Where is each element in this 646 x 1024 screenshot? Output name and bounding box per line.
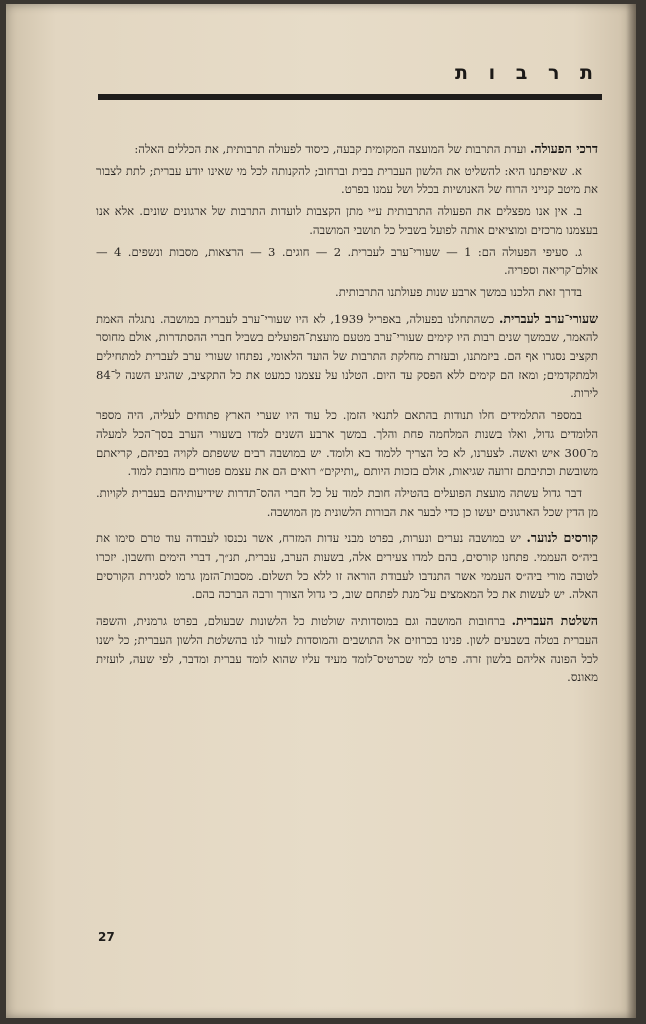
section-title: דרכי הפעולה.	[529, 141, 598, 156]
page-number: 27	[98, 930, 115, 944]
paragraph	[96, 283, 598, 302]
paragraph-body: במספר התלמידים חלו תנודות בהתאם לתנאי הזמן. כל עוד היו שערי הארץ פתוחים לעליה, היה מספר הלומדים גדול, ואלו בשנות המלחמה פחת והלך. במשך ארבע השנים למדו בשעורי הערב בסך־הכל למעלה מ־300 איש ואשה. לצערנו, לא כל הצריך ללמוד בא ולומד. יש במושבה רבים ששפתם לקויה בפיהם, קריאתם משובשת וכתיבתם זרועה שגיאות, אולם בזכות היותם „ותיקים״ רואים הם את עצמם פטורים מחובת למוד.	[96, 408, 598, 479]
paragraph-body: ועדת התרבות של המועצה המקומית קבעה, כיסוד לפעולה תרבותית, את הכללים האלה:	[134, 142, 527, 156]
paragraph-body: ג. סעיפי הפעולה הם: 1 — שעורי־ערב לעברית. 2 — חוגים. 3 — הרצאות, מסבות ונשפים. 4 — אולם־קריאה וספריה.	[96, 244, 598, 278]
paragraph-body: יש במושבה נערים ונערות, בפרט מבני עדות המזרח, אשר נכנסו לעבודה עוד טרם סימו את ביה״ס העממי. פתחנו קורסים, בהם למדו צעירים אלה, בשעות הערב, עברית, תנ״ך, דברי הימים וחשבון. יזכרו לטובה מורי ביה״ס העממי אשר התנדבו לעבודת הוראה זו ללא כל תשלום. מסבות־הזמן גרמו לסגירת הקורסים האלה. יש לעשות את כל המאמצים על־מנת לפתחם שוב, כי גדול הצורך ורבה הברכה בהם.	[96, 531, 598, 602]
paragraph	[96, 162, 598, 199]
paragraph	[96, 484, 598, 521]
heading-rule	[98, 94, 602, 100]
paragraph-body: ברחובות המושבה וגם במוסדותיה שולטות כל הלשונות שבעולם, בפרט גרמנית, והשפה העברית בטלה בשבעים לשון. פנינו בכרוזים אל התושבים והמוסדות לעזור לנו בהשלטת הלשון העברית; כל ישנו לכל הפונה אליהם בלשון זרה. פרט למי שכרטיס־לומד מעיד עליו שהוא לומד עברית ומדבר, לפי שעה, לועזית מאונס.	[96, 614, 598, 685]
body-text	[96, 132, 598, 690]
paragraph-body: כשהתחלנו בפעולה, באפריל 1939, לא היו שעורי־ערב לעברית במושבה. נתגלה האמת להאמר, שבמשך שנים רבות היו קימים שעורי־ערב מטעם מועצת־הפועלים בשביל חברי ההסתדרות, אולם מחוסר תקציב נסגרו אף הם. ביזמתנו, ובעזרת מחלקת התרבות של הועד הלאומי, נפתחו שעורי ערב לעברית למתחילים ולמתקדמים; ומאז הם קימים ללא הפסק עד היום. הטלנו על עצמנו כמעט את כל התקציב, שהגיע השנה ל־84 לירות.	[96, 311, 598, 401]
paragraph-body: ב. אין אנו מפצלים את הפעולה התרבותית ע״י מתן הקצבות לועדות התרבות של ארגונים שונים. אלא אנו בעצמנו מרכזים ומוציאים אותה לפועל בשביל כל תושבי המושבה.	[96, 204, 598, 237]
book-page	[6, 4, 636, 1018]
paragraph-body: דבר גדול עשתה מועצת הפועלים בהטילה חובת למוד על כל חברי ההס־תדרות שידיעותיהם בעברית לקויות. מן הדין שכל הארגונים יעשו כן כדי לבער את הבורות הלשונית מן המושבה.	[96, 485, 598, 519]
paragraph	[96, 612, 598, 687]
paragraph	[96, 243, 598, 280]
paragraph	[96, 310, 598, 404]
section-title: שעורי־ערב לעברית.	[498, 310, 599, 326]
section-title: קורסים לנוער.	[526, 530, 598, 546]
paragraph-body: א. שאיפתנו היא: להשליט את הלשון העברית בבית וברחוב; להקנותה לכל מי שאינו יודע עברית; לתת לצבור את מיטב קנייני הרוח של האנושיות בכלל ושל עמנו בפרט.	[96, 163, 598, 197]
page-spine-shadow	[626, 4, 636, 1018]
paragraph	[96, 529, 598, 604]
section-title: השלטת העברית.	[511, 613, 599, 629]
paragraph	[96, 202, 598, 239]
paragraph	[96, 406, 598, 481]
paragraph	[96, 140, 598, 159]
paragraph-body: בדרך זאת הלכנו במשך ארבע שנות פעולתנו התרבותית.	[335, 284, 582, 299]
page-heading: ת ר ב ו ת	[455, 62, 600, 84]
